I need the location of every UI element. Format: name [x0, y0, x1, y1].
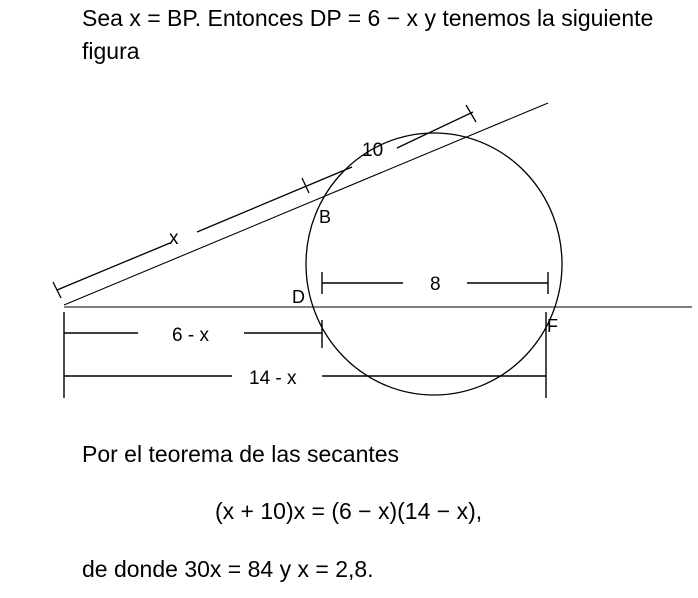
- label-F: F: [547, 316, 558, 336]
- label-D: D: [292, 287, 305, 307]
- label-10: 10: [362, 140, 384, 161]
- label-6-minus-x: 6 - x: [172, 325, 209, 346]
- label-14-minus-x: 14 - x: [249, 368, 297, 389]
- dim-x-line-a: [57, 243, 170, 290]
- result-paragraph: de donde 30x = 84 y x = 2,8.: [82, 556, 374, 582]
- label-x: x: [169, 228, 179, 249]
- theorem-paragraph: Por el teorema de las secantes: [82, 441, 400, 467]
- label-B: B: [319, 207, 332, 227]
- label-8: 8: [430, 274, 441, 295]
- dim-x-tick-left: [53, 282, 61, 298]
- dim-10-line-a: [309, 167, 352, 185]
- circle: [306, 133, 562, 395]
- equation-line: (x + 10)x = (6 − x)(14 − x),: [215, 498, 483, 524]
- dim-10-line-b: [397, 112, 473, 148]
- dim-10-tick-right: [466, 105, 476, 122]
- intro-paragraph: Sea x = BP. Entonces DP = 6 − x y tenemos la siguiente figura: [82, 5, 654, 64]
- dim-x-line-b: [197, 185, 309, 232]
